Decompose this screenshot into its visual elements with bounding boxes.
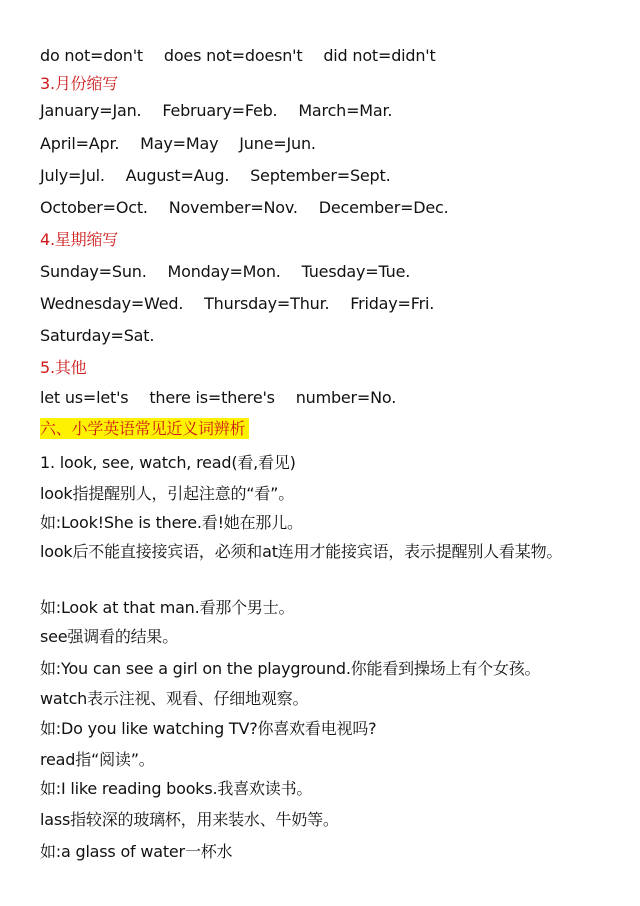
month-item: October=Oct. [40, 198, 148, 217]
month-item: May=May [140, 134, 219, 153]
section-6-heading: 六、小学英语常见近义词辨析 [40, 418, 249, 439]
synonym-line: 如:Look at that man.看那个男士。 [40, 598, 295, 617]
month-item: December=Dec. [318, 198, 449, 217]
synonym-line: 如:I like reading books.我喜欢读书。 [40, 779, 313, 798]
weekday-item: Thursday=Thur. [204, 294, 330, 313]
month-item: September=Sept. [250, 166, 391, 185]
contraction-item: do not=don't [40, 46, 143, 65]
month-item: March=Mar. [298, 101, 393, 120]
section-6-heading-wrap [40, 419, 249, 439]
synonym-line: 如:a glass of water一杯水 [40, 842, 233, 861]
month-item: August=Aug. [125, 166, 230, 185]
month-row [40, 101, 392, 121]
month-item: June=Jun. [239, 134, 316, 153]
month-row [40, 198, 449, 218]
contraction-item: does not=doesn't [163, 46, 303, 65]
other-item: let us=let's [40, 388, 129, 407]
document-page [40, 0, 630, 906]
weekday-item: Friday=Fri. [350, 294, 435, 313]
synonym-line: lass指较深的玻璃杯，用来装水、牛奶等。 [40, 810, 339, 829]
contraction-item: did not=didn't [323, 46, 436, 65]
section-3-heading: 3.月份缩写 [40, 74, 119, 93]
month-item: July=Jul. [40, 166, 105, 185]
synonym-line: 1. look, see, watch, read(看,看见) [40, 453, 296, 472]
weekday-item: Tuesday=Tue. [301, 262, 411, 281]
month-item: April=Apr. [40, 134, 120, 153]
contractions-line [40, 46, 436, 66]
month-row [40, 166, 390, 186]
synonym-line: 如:Do you like watching TV?你喜欢看电视吗? [40, 719, 377, 738]
synonym-line: look后不能直接接宾语，必须和at连用才能接宾语，表示提醒别人看某物。 [40, 542, 563, 561]
weekday-item: Saturday=Sat. [40, 326, 155, 345]
weekday-item: Wednesday=Wed. [40, 294, 184, 313]
weekday-row [40, 262, 410, 282]
synonym-line: read指“阅读”。 [40, 750, 155, 769]
other-item: there is=there's [149, 388, 275, 407]
weekday-row [40, 294, 434, 314]
synonym-line: 如:You can see a girl on the playground.你能看到操场上有个女孩。 [40, 659, 541, 678]
synonym-line: see强调看的结果。 [40, 627, 179, 646]
synonym-line: 如:Look!She is there.看!她在那儿。 [40, 513, 303, 532]
month-item: February=Feb. [162, 101, 278, 120]
month-item: November=Nov. [168, 198, 298, 217]
other-item: number=No. [295, 388, 397, 407]
synonym-line: watch表示注视、观看、仔细地观察。 [40, 689, 309, 708]
month-row [40, 134, 316, 154]
section-5-heading: 5.其他 [40, 358, 87, 377]
weekday-item: Monday=Mon. [167, 262, 281, 281]
weekday-row [40, 326, 154, 346]
section-4-heading: 4.星期缩写 [40, 230, 119, 249]
weekday-item: Sunday=Sun. [40, 262, 147, 281]
synonym-line: look指提醒别人，引起注意的“看”。 [40, 484, 295, 503]
month-item: January=Jan. [40, 101, 142, 120]
other-row [40, 388, 396, 408]
